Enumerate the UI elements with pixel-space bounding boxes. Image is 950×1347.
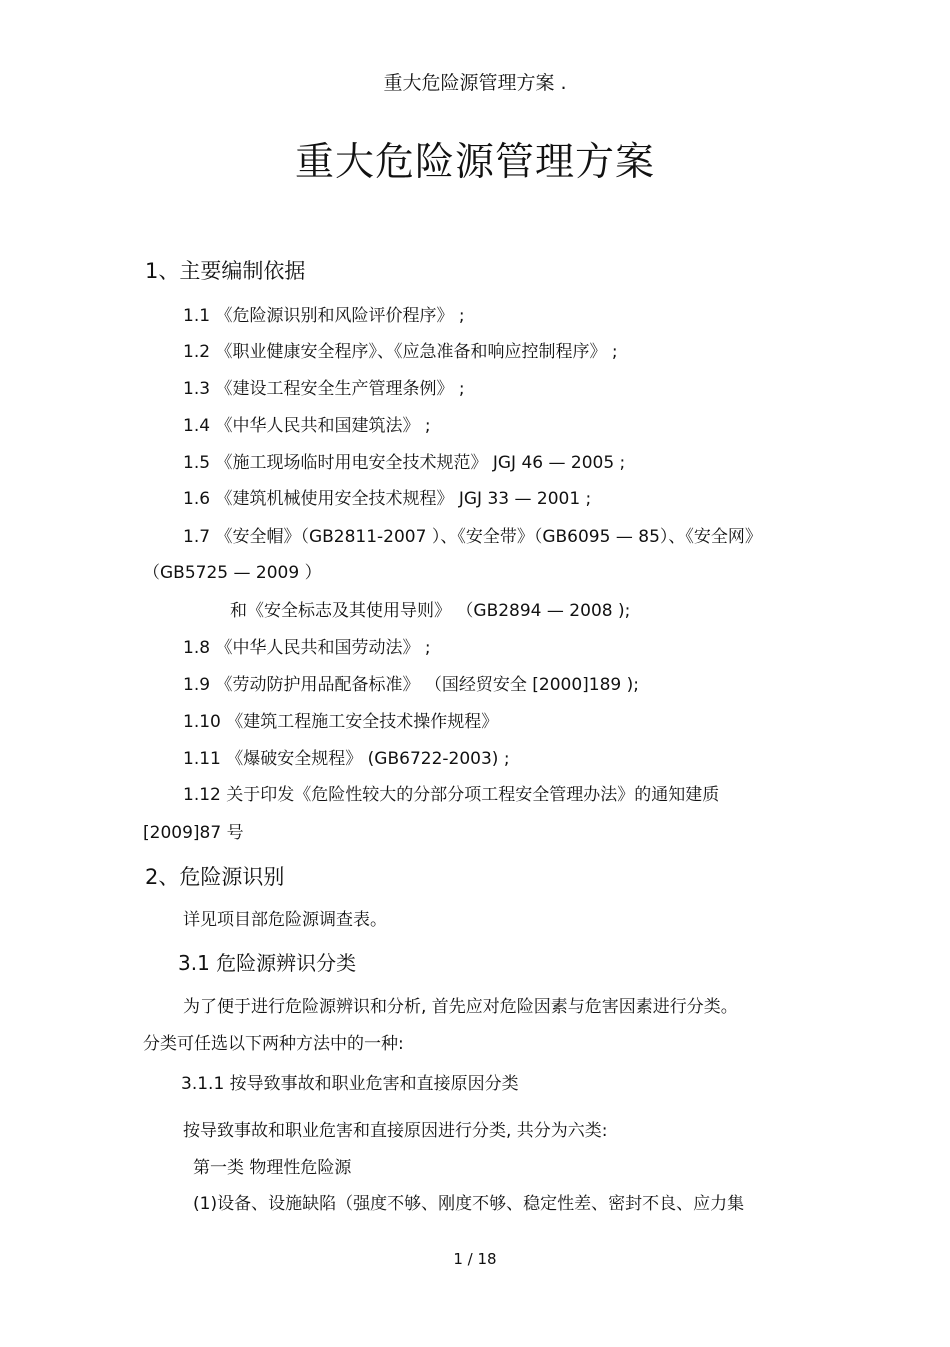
page-number: 1 / 18 xyxy=(453,1250,497,1268)
section-3-1-paragraph: 为了便于进行危险源辨识和分析, 首先应对危险因素与危害因素进行分类。 xyxy=(183,997,738,1017)
reference-item: 1.4 《中华人民共和国建筑法》 ; xyxy=(183,416,431,436)
reference-item-continuation: （GB5725 — 2009 ） xyxy=(143,563,322,583)
reference-item: 1.8 《中华人民共和国劳动法》 ; xyxy=(183,638,431,658)
section-1-heading: 1、主要编制依据 xyxy=(145,259,306,283)
reference-item: 1.10 《建筑工程施工安全技术操作规程》 xyxy=(183,712,499,732)
reference-item: 1.2 《职业健康安全程序》、《应急准备和响应控制程序》 ; xyxy=(183,342,618,362)
section-2-heading: 2、危险源识别 xyxy=(145,865,285,889)
section-3-1-1-heading: 3.1.1 按导致事故和职业危害和直接原因分类 xyxy=(181,1074,519,1094)
reference-item-continuation: 和《安全标志及其使用导则》 （GB2894 — 2008 ); xyxy=(230,601,631,621)
reference-item-continuation: [2009]87 号 xyxy=(143,823,244,843)
section-2-text: 详见项目部危险源调查表。 xyxy=(183,910,387,930)
reference-item: 1.12 关于印发《危险性较大的分部分项工程安全管理办法》的通知建质 xyxy=(183,785,720,805)
reference-item: 1.3 《建设工程安全生产管理条例》 ; xyxy=(183,379,465,399)
running-header: 重大危险源管理方案 . xyxy=(383,72,567,94)
section-3-1-heading: 3.1 危险源辨识分类 xyxy=(178,951,357,975)
reference-item: 1.6 《建筑机械使用安全技术规程》 JGJ 33 — 2001 ; xyxy=(183,489,592,509)
list-item: (1)设备、设施缺陷（强度不够、刚度不够、稳定性差、密封不良、应力集 xyxy=(193,1194,745,1214)
section-3-1-1-text: 按导致事故和职业危害和直接原因进行分类, 共分为六类: xyxy=(183,1121,608,1141)
reference-item: 1.1 《危险源识别和风险评价程序》 ; xyxy=(183,306,465,326)
reference-item: 1.7 《安全帽》（GB2811-2007 ）、《安全带》（GB6095 — 85）、《安全网》 xyxy=(183,527,762,547)
section-3-1-paragraph: 分类可任选以下两种方法中的一种: xyxy=(143,1034,404,1054)
reference-item: 1.5 《施工现场临时用电安全技术规范》 JGJ 46 — 2005 ; xyxy=(183,453,626,473)
reference-item: 1.11 《爆破安全规程》 (GB6722-2003) ; xyxy=(183,749,510,769)
document-title: 重大危险源管理方案 xyxy=(294,140,655,185)
category-heading: 第一类 物理性危险源 xyxy=(193,1158,352,1178)
reference-item: 1.9 《劳动防护用品配备标准》 （国经贸安全 [2000]189 ); xyxy=(183,675,639,695)
